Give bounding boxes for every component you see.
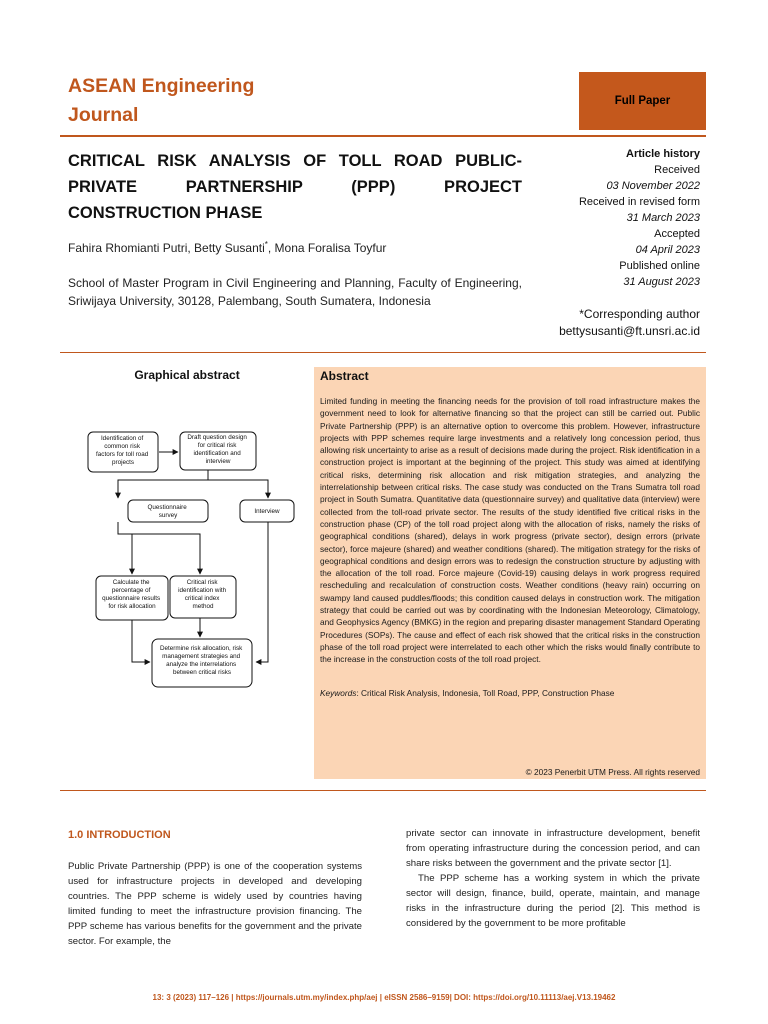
revised-date: 31 March 2023: [626, 212, 700, 224]
section-heading-introduction: 1.0 INTRODUCTION: [68, 829, 171, 841]
copyright-notice: © 2023 Penerbit UTM Press. All rights reserved: [525, 767, 700, 777]
authors-before: Fahira Rhomianti Putri, Betty Susanti: [68, 241, 265, 255]
corresponding-mark: *: [264, 240, 268, 249]
flow-node-4-text: Interview: [254, 508, 280, 515]
paper-title: [68, 148, 522, 226]
accepted-date: 04 April 2023: [635, 244, 700, 256]
section-divider: [60, 352, 706, 353]
flow-node-1-text: Identification of common risk factors for toll road projects: [96, 435, 149, 466]
keywords: [320, 688, 700, 698]
received-date: 03 November 2022: [606, 180, 700, 192]
published-label: Published online: [619, 260, 700, 272]
paper-title-line-2: PRIVATE PARTNERSHIP (PPP) PROJECT: [68, 178, 522, 196]
abstract-panel: [314, 367, 706, 779]
body-column-right: [406, 826, 700, 931]
graphical-abstract-heading: Graphical abstract: [134, 368, 240, 382]
intro-paragraph-2: The PPP scheme has a working system in which the private sector will design, finance, build, operate, maintain, and manage risks in the infrastructure during the period [2]. This method is considered by the government to be more profitable: [406, 873, 700, 929]
authors-after: , Mona Foralisa Toyfur: [267, 241, 387, 255]
paper-title-line-3: CONSTRUCTION PHASE: [68, 204, 263, 222]
paper-type-badge: [579, 72, 706, 130]
body-divider: [60, 790, 706, 791]
flow-node-5-text: Calculate the percentage of questionnaire results for risk allocation: [102, 579, 161, 610]
header-divider: [60, 135, 706, 137]
intro-paragraph-1-continued: private sector can innovate in infrastructure development, benefit from operating infrastructure during the concession period, and can share risks between the government and the private sector [1].: [406, 828, 700, 869]
journal-name: ASEAN Engineering Journal: [68, 75, 255, 126]
flow-node-6-text: Critical risk identification with critical index method: [178, 579, 227, 610]
accepted-label: Accepted: [654, 228, 700, 240]
page-footer: 13: 3 (2023) 117–126 | https://journals.utm.my/index.php/aej | eISSN 2586–9159| DOI: https://doi.org/10.11113/aej.V13.19462: [152, 993, 616, 1002]
abstract-heading: Abstract: [320, 369, 369, 383]
paper-title-line-1: CRITICAL RISK ANALYSIS OF TOLL ROAD PUBLIC-: [68, 152, 522, 170]
graphical-abstract-flowchart: [60, 420, 314, 700]
paper-type-label: Full Paper: [614, 95, 671, 107]
affiliation: School of Master Program in Civil Engineering and Planning, Faculty of Engineering, Sriwijaya University, 30128, Palembang, South Sumatera, Indonesia: [68, 276, 522, 308]
flow-node-7-text: Determine risk allocation, risk management strategies and analyze the interrelations between critical risks: [160, 645, 243, 676]
received-label: Received: [654, 164, 700, 176]
intro-paragraph-1: Public Private Partnership (PPP) is one of the cooperation systems used for infrastructure projects in developed and developing countries. The PPP scheme is widely used by countries having limited funding to meet the infrastructure provision financing. The PPP scheme has various benefits for the government and the private sector. For example, the: [68, 861, 362, 947]
keywords-label: Keywords: [320, 687, 357, 698]
author-list: [68, 240, 386, 255]
keywords-list: : Critical Risk Analysis, Indonesia, Toll Road, PPP, Construction Phase: [356, 687, 615, 698]
abstract-text: Limited funding in meeting the financing needs for the provision of toll road infrastructure makes the government need to look for alternative financing so that the project can still be carried out. Public Private Partnership (PPP) is an alternative option to overcome this problem. However, infrastructure projects with PPP schemes require large investments and a relatively long concession period, thus allowing risk uncertainty to arise as a result of decisions made during the project. Risk identification in a construction project is important at the beginning of the project. This study was aimed at identifying critical risks, determining risk allocation and risk mitigation strategies, and analyzing the interrelationship between critical risks. The case study was conducted on the Trans Sumatra toll road project in South Sumatra. Quantitative data (questionnaire survey) and qualitative data (interview) were collected from the toll-road private sector. The results of the study identified five critical risks in the construction phase (CP) of the toll road project along with the allocation of risks, namely the risks of geographical conditions (shared), delays in work progress (private sector), design errors (private sector), force majeure (shared) and weather conditions (shared). The mitigation strategy for the risks of geographical conditions and design errors was to redesign the construction structure by adjusting with the allocation of the toll road. Force majeure (Covid-19) causing delays in work progress required rescheduling and recalculation of construction costs. Weather conditions (heavy rain) occurring on swampy land caused puddles/floods; this condition caused delays in construction work. The mitigation strategy that could be carried out was by coordinating with the Indonesian Meteorology, Climatology, and Geophysics Agency (BMKG) in the region and preparing disaster management Standard Operating Procedures (SOPs). The cause and effect of each risk showed that the critical risks in the construction phase of the toll road project were interrelated to each other which the risks would finally contribute to the increase in the construction costs of the toll road project.: [320, 396, 700, 665]
corresponding-email[interactable]: bettysusanti@ft.unsri.ac.id: [559, 324, 700, 338]
history-heading: Article history: [626, 148, 700, 160]
published-date: 31 August 2023: [623, 276, 700, 288]
corresponding-author: [480, 306, 700, 340]
flow-node-3-text: Questionnaire survey: [147, 504, 187, 519]
body-column-left: [68, 828, 362, 949]
article-history: [500, 146, 700, 290]
corresponding-label: *Corresponding author: [579, 307, 700, 321]
revised-label: Received in revised form: [578, 196, 700, 208]
flow-node-2-text: Draft question design for critical risk identification and interview: [187, 434, 247, 465]
